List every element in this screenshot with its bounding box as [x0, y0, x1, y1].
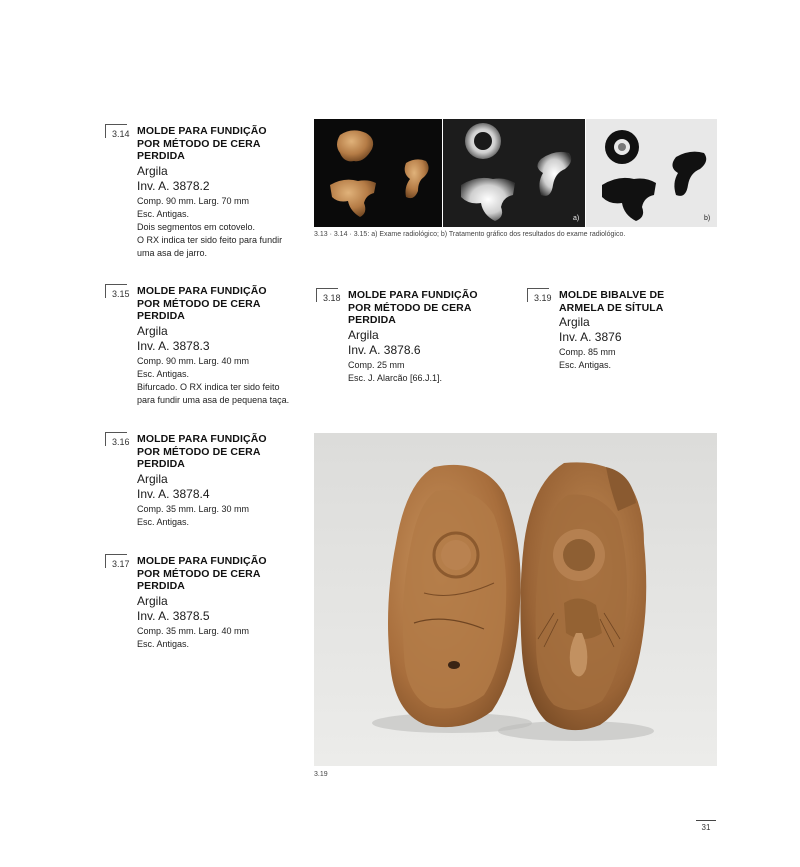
bivalve-mould-illustration — [314, 433, 717, 766]
entry-inventory: Inv. A. 3878.3 — [137, 338, 210, 353]
entry-inventory: Inv. A. 3878.4 — [137, 486, 210, 501]
entry-title: MOLDE PARA FUNDIÇÃO POR MÉTODO DE CERA PERDIDA — [137, 433, 267, 470]
entry-dimensions: Comp. 85 mm — [559, 347, 616, 357]
entry-number: 3.19 — [527, 288, 549, 302]
entry-title: MOLDE BIBALVE DE ARMELA DE SÍTULA — [559, 289, 665, 314]
entry-3-18 — [323, 286, 538, 385]
entry-inventory: Inv. A. 3878.5 — [137, 608, 210, 623]
xray-image-b — [586, 119, 717, 227]
panel-label-a: a) — [573, 215, 580, 222]
entry-dimensions: Comp. 90 mm. Larg. 70 mm — [137, 195, 250, 206]
entry-source: Esc. Antigas. — [559, 360, 612, 370]
entry-title: MOLDE PARA FUNDIÇÃO POR MÉTODO DE CERA PERDIDA — [137, 555, 267, 592]
entry-title: MOLDE PARA FUNDIÇÃO POR MÉTODO DE CERA PERDIDA — [137, 125, 267, 162]
entry-inventory: Inv. A. 3878.2 — [137, 178, 210, 193]
entry-number: 3.15 — [105, 284, 127, 298]
entry-material: Argila — [137, 323, 168, 338]
entry-source: Esc. Antigas. — [137, 368, 190, 379]
entry-material: Argila — [137, 593, 168, 608]
entry-material: Argila — [559, 315, 590, 329]
entry-3-17 — [112, 552, 327, 651]
entry-3-15 — [112, 282, 327, 407]
xray-image-a — [443, 119, 585, 227]
entry-number: 3.16 — [105, 432, 127, 446]
entry-note: Bifurcado. O RX indica ter sido feito — [137, 381, 280, 392]
entry-note: para fundir uma asa de pequena taça. — [137, 394, 290, 405]
panel-label-b: b) — [704, 215, 711, 222]
entry-number: 3.14 — [105, 124, 127, 138]
entry-3-19 — [534, 286, 749, 372]
entry-dimensions: Comp. 25 mm — [348, 359, 405, 370]
figure-caption-bottom: 3.19 — [314, 771, 328, 778]
entry-dimensions: Comp. 35 mm. Larg. 30 mm — [137, 503, 250, 514]
entry-note: Dois segmentos em cotovelo. — [137, 221, 256, 232]
entry-material: Argila — [348, 327, 379, 342]
xray-graphic-illustration — [586, 119, 717, 227]
photo-bivalve-mould — [314, 433, 717, 766]
fragments-illustration — [314, 119, 442, 227]
entry-inventory: Inv. A. 3876 — [559, 330, 622, 344]
entry-title: MOLDE PARA FUNDIÇÃO POR MÉTODO DE CERA PERDIDA — [348, 289, 478, 326]
entry-dimensions: Comp. 35 mm. Larg. 40 mm — [137, 625, 250, 636]
entry-source: Esc. Antigas. — [137, 208, 190, 219]
figure-caption-top: 3.13 · 3.14 · 3.15: a) Exame radiológico; b) Tratamento gráfico dos resultados do exame radiológico. — [314, 231, 626, 238]
entry-number: 3.18 — [316, 288, 338, 302]
entry-source: Esc. J. Alarcão [66.J.1]. — [348, 372, 443, 383]
entry-source: Esc. Antigas. — [137, 516, 190, 527]
entry-note: O RX indica ter sido feito para fundir — [137, 234, 283, 245]
entry-3-16 — [112, 430, 327, 529]
entry-material: Argila — [137, 471, 168, 486]
xray-illustration — [443, 119, 585, 227]
entry-title: MOLDE PARA FUNDIÇÃO POR MÉTODO DE CERA PERDIDA — [137, 285, 267, 322]
photo-mould-fragments — [314, 119, 442, 227]
page-number: 31 — [696, 820, 716, 832]
entry-inventory: Inv. A. 3878.6 — [348, 342, 421, 357]
entry-material: Argila — [137, 163, 168, 178]
entry-dimensions: Comp. 90 mm. Larg. 40 mm — [137, 355, 250, 366]
entry-3-14 — [112, 122, 327, 260]
entry-number: 3.17 — [105, 554, 127, 568]
entry-note: uma asa de jarro. — [137, 247, 208, 258]
entry-source: Esc. Antigas. — [137, 638, 190, 649]
